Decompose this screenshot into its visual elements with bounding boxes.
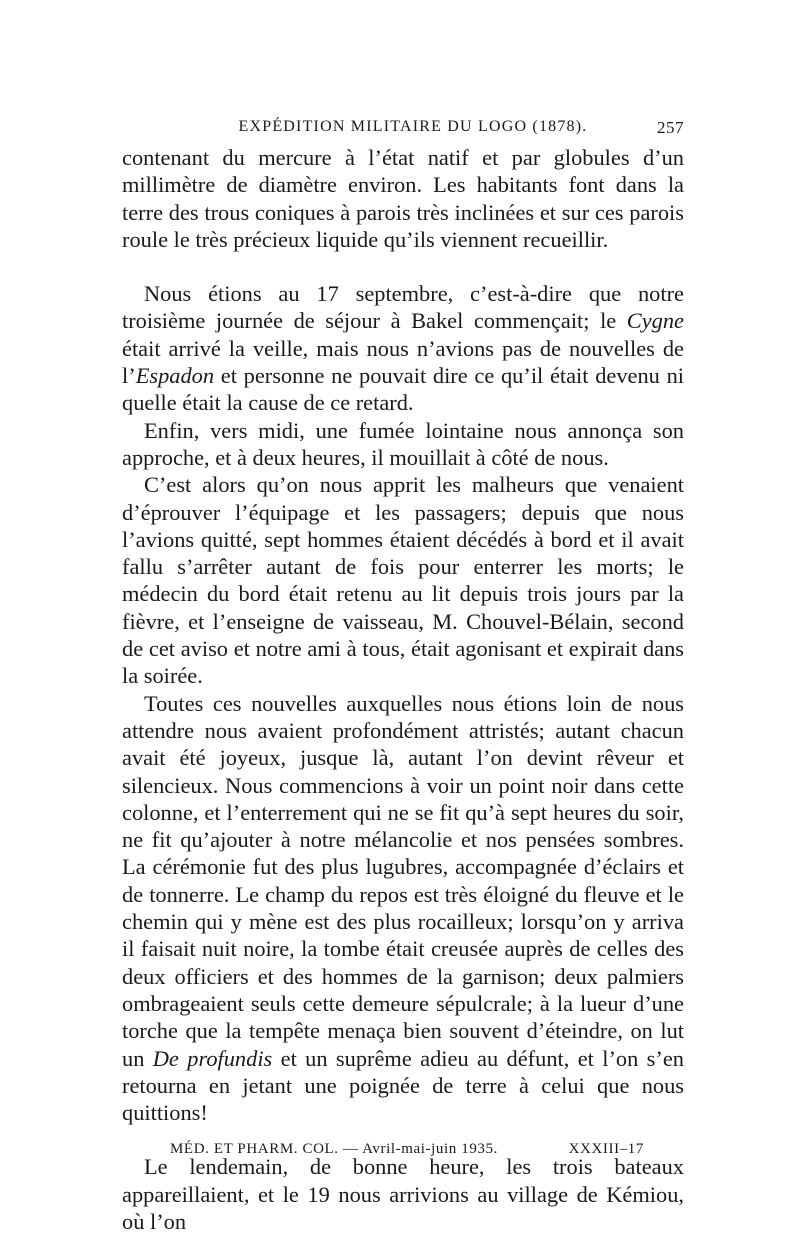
paragraph-2-part-1: Nous étions au 17 septembre, c’est-à-dire que notre troisième journée de séjour à Bakel commençait; le [122,281,684,334]
page-footer [122,1141,684,1158]
de-profundis-italic: De profundis [152,1045,273,1071]
paragraph-4: C’est alors qu’on nous apprit les malheurs que venaient d’éprouver l’équipage et les passagers; depuis que nous l’avions quitté, sept hommes étaient décédés à bord et il avait fallu s’arrêter autant de fois pour enterrer les morts; le médecin du bord était retenu au lit depuis trois jours par la fièvre, et l’enseigne de vaisseau, M. Chouvel-Bélain, second de cet aviso et notre ami à tous, était agonisant et expirait dans la soirée. [122,472,684,689]
paragraph-5 [122,690,684,1127]
body-text [122,144,684,1235]
paragraph-5-part-2: et un suprême adieu au défunt, et l’on s’en retourna en jetant une poignée de terre à celui que nous quittions! [122,1045,684,1126]
running-header [122,118,684,144]
paragraph-5-part-1: Toutes ces nouvelles auxquelles nous étions loin de nous attendre nous avaient profondément attristés; autant chacun avait été joyeux, jusque là, autant l’on devint rêveur et silencieux. Nous commencions à voir un point noir dans cette colonne, et l’enterrement qui ne se fit qu’à sept heures du soir, ne fit qu’ajouter à notre mélancolie et nos pensées sombres. La cérémonie fut des plus lugubres, accompagnée d’éclairs et de tonnerre. Le champ du repos est très éloigné du fleuve et le chemin qui y mène est des plus rocailleux; lorsqu’on y arriva il faisait nuit noire, la tombe était creusée auprès de celles des deux officiers et des hommes de la garnison; deux palmiers ombrageaient seuls cette demeure sépulcrale; à la lueur d’une torche que la tempête menaça bien souvent d’éteindre, on lut un [122,690,684,1071]
paragraph-2-part-3: et personne ne pouvait dire ce qu’il était devenu ni quelle était la cause de ce retard. [122,363,684,416]
footer-journal: MÉD. ET PHARM. COL. — Avril-mai-juin 1935. [170,1141,498,1157]
running-title: EXPÉDITION MILITAIRE DU LOGO (1878). [238,118,588,135]
footer-signature: XXXIII–17 [568,1141,644,1157]
ship-name-cygne: Cygne [626,308,684,334]
paragraph-2 [122,280,684,416]
paragraph-1: contenant du mercure à l’état natif et par globules d’un millimètre de diamètre environ. Les habitants font dans la terre des trous coniques à parois très inclinées et sur ces parois roule le très précieux liquide qu’ils viennent recueillir. [122,145,684,252]
paragraph-3: Enfin, vers midi, une fumée lointaine nous annonça son approche, et à deux heures, il mouillait à côté de nous. [122,417,684,470]
page-number: 257 [657,118,684,137]
paragraph-6: Le lendemain, de bonne heure, les trois bateaux appareillaient, et le 19 nous arrivions au village de Kémiou, où l’on [122,1154,684,1234]
ship-name-espadon: Espadon [135,363,215,389]
paragraph-2-part-2: était arrivé la veille, mais nous n’avions pas de nouvelles de l’ [122,335,684,389]
page [122,118,684,1235]
